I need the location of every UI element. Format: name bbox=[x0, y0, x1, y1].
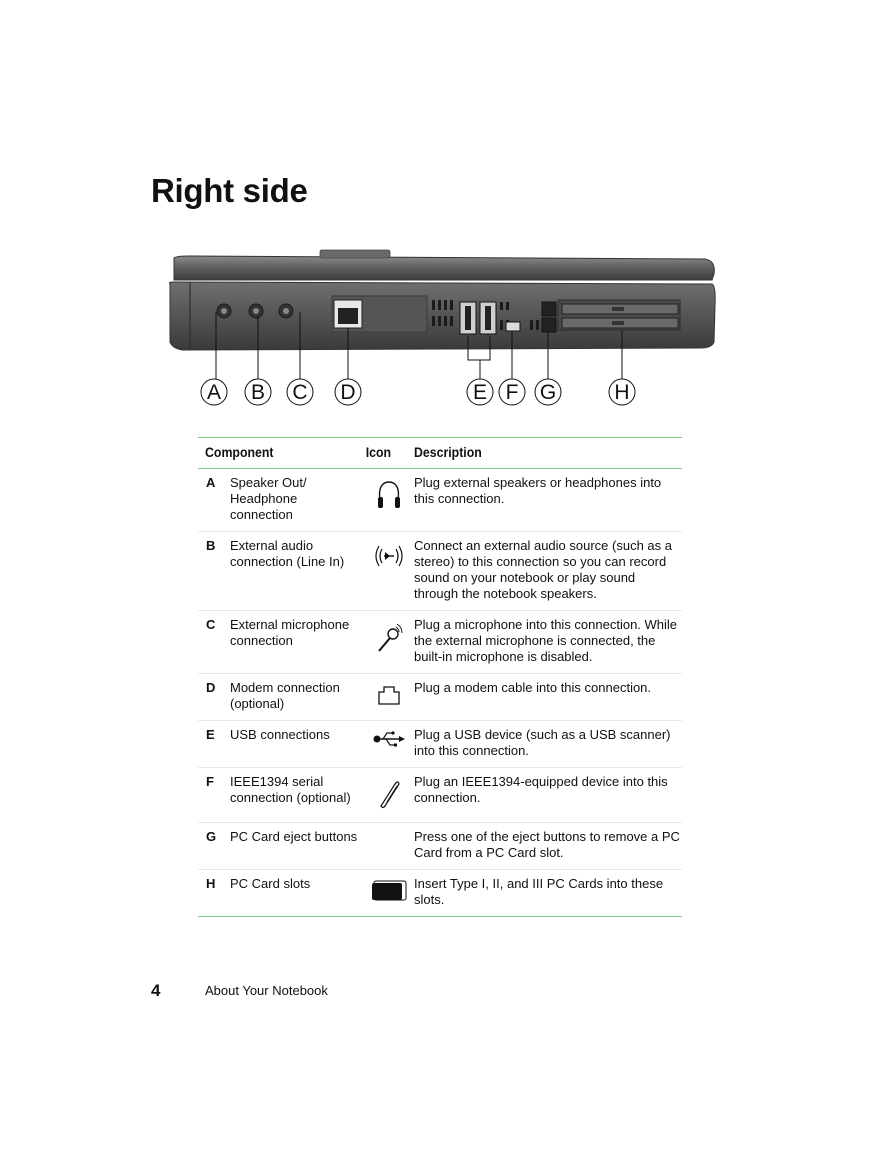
row-description: Plug external speakers or headphones into this connection. bbox=[414, 469, 682, 532]
header-component: Component bbox=[198, 438, 344, 469]
table-row bbox=[198, 532, 682, 611]
callout-e: E bbox=[472, 381, 488, 404]
callout-d: D bbox=[340, 381, 356, 404]
row-letter: B bbox=[198, 532, 230, 611]
table-row bbox=[198, 469, 682, 532]
row-description: Plug a microphone into this connection. While the external microphone is connected, the built-in microphone is disabled. bbox=[414, 611, 682, 674]
callout-c: C bbox=[292, 381, 308, 404]
callout-f: F bbox=[505, 381, 519, 404]
audio-line-in-icon bbox=[373, 540, 405, 572]
row-component-name: External audio connection (Line In) bbox=[230, 532, 364, 611]
row-description: Press one of the eject buttons to remove a PC Card from a PC Card slot. bbox=[414, 823, 682, 870]
table-row bbox=[198, 674, 682, 721]
row-component-name: Speaker Out/ Headphone connection bbox=[230, 469, 364, 532]
row-letter: H bbox=[198, 870, 230, 917]
callout-b: B bbox=[250, 381, 266, 404]
callout-g: G bbox=[539, 381, 557, 404]
row-letter: A bbox=[198, 469, 230, 532]
row-letter: G bbox=[198, 823, 230, 870]
modem-jack-icon bbox=[376, 682, 402, 708]
header-icon: Icon bbox=[364, 438, 408, 469]
row-component-name: Modem connection (optional) bbox=[230, 674, 364, 721]
row-description: Plug a USB device (such as a USB scanner) into this connection. bbox=[414, 721, 682, 768]
notebook-right-side-illustration bbox=[160, 246, 725, 416]
row-description: Plug an IEEE1394-equipped device into this connection. bbox=[414, 768, 682, 823]
microphone-icon bbox=[373, 619, 405, 655]
row-letter: F bbox=[198, 768, 230, 823]
row-letter: E bbox=[198, 721, 230, 768]
row-description: Connect an external audio source (such as a stereo) to this connection so you can record sound on your notebook or play sound through the notebook speakers. bbox=[414, 532, 682, 611]
table-row bbox=[198, 870, 682, 917]
footer-section-title: About Your Notebook bbox=[205, 983, 328, 998]
callout-a: A bbox=[206, 381, 222, 404]
component-table bbox=[198, 437, 682, 917]
table-row bbox=[198, 721, 682, 768]
pc-card-icon bbox=[370, 878, 408, 902]
callout-h: H bbox=[614, 381, 630, 404]
usb-icon bbox=[372, 729, 406, 749]
row-component-name: External microphone connection bbox=[230, 611, 364, 674]
row-letter: C bbox=[198, 611, 230, 674]
ieee1394-icon bbox=[375, 776, 403, 810]
table-row bbox=[198, 611, 682, 674]
page-title: Right side bbox=[151, 172, 308, 209]
table-header-row bbox=[198, 438, 682, 469]
row-component-name: IEEE1394 serial connection (optional) bbox=[230, 768, 364, 823]
row-description: Plug a modem cable into this connection. bbox=[414, 674, 682, 721]
row-component-name: PC Card eject buttons bbox=[230, 823, 364, 870]
table-row bbox=[198, 823, 682, 870]
row-component-name: PC Card slots bbox=[230, 870, 364, 917]
row-component-name: USB connections bbox=[230, 721, 364, 768]
page-number: 4 bbox=[151, 981, 161, 1000]
table-row bbox=[198, 768, 682, 823]
row-letter: D bbox=[198, 674, 230, 721]
row-description: Insert Type I, II, and III PC Cards into these slots. bbox=[414, 870, 682, 917]
headphones-icon bbox=[375, 477, 403, 511]
header-description: Description bbox=[414, 438, 650, 469]
